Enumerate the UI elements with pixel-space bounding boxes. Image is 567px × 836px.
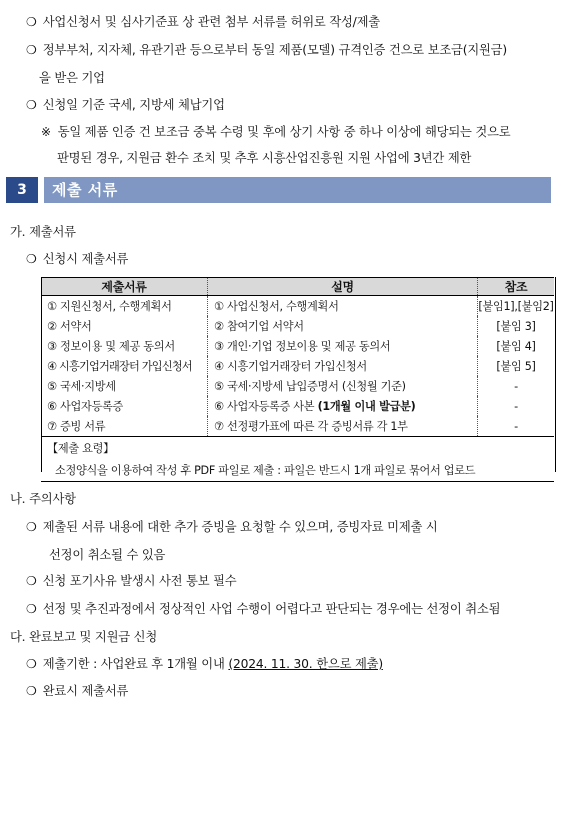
row-doc: ⑥ 사업자등록증 — [41, 396, 208, 416]
row-doc: ④ 시흥기업거래장터 가입신청서 — [41, 356, 208, 376]
row-doc: ⑤ 국세·지방세 — [41, 376, 208, 396]
table-row — [41, 296, 554, 317]
da-sub: ❍ 완료시 제출서류 — [26, 684, 129, 698]
intro-note: ※ 동일 제품 인증 건 보조금 중복 수령 및 후에 상기 사항 중 하나 이상에 해당되는 것으로 — [41, 125, 511, 139]
row-ref: [붙임 3] — [496, 320, 536, 333]
row-ref: [붙임 4] — [496, 340, 536, 353]
row-doc: ② 서약서 — [41, 316, 208, 336]
row-ref: - — [514, 399, 518, 413]
subsection-na-label: 나. 주의사항 — [10, 492, 76, 506]
row-doc: ⑦ 증빙 서류 — [41, 416, 208, 437]
circle-bullet-icon: ❍ — [26, 602, 37, 616]
table-header-row — [41, 278, 554, 296]
section-bar — [44, 177, 551, 203]
note-title-row — [41, 437, 554, 460]
row-doc: ① 지원신청서, 수행계획서 — [41, 296, 208, 317]
circle-bullet-icon: ❍ — [26, 252, 37, 266]
row-desc: ⑦ 선정평가표에 따른 각 증빙서류 각 1부 — [208, 416, 478, 437]
note-title: 【제출 요령】 — [47, 442, 115, 455]
section-header — [6, 177, 551, 203]
table-row — [41, 376, 554, 396]
reference-mark-icon: ※ — [41, 125, 51, 139]
section-number: 3 — [6, 177, 38, 203]
circle-bullet-icon: ❍ — [26, 43, 37, 57]
intro-note-cont: 판명된 경우, 지원금 환수 조치 및 추후 시흥산업진흥원 지원 사업에 3년간 제한 — [57, 151, 472, 165]
note-text: 소정양식을 이용하여 작성 후 PDF 파일로 제출 : 파일은 반드시 1개 파일로 묶어서 업로드 — [41, 459, 554, 482]
na-item-3: ❍ 선정 및 추진과정에서 정상적인 사업 수행이 어렵다고 판단되는 경우에는 선정이 취소됨 — [26, 602, 501, 616]
row-desc: ⑥ 사업자등록증 사본 (1개월 이내 발급분) — [208, 396, 478, 416]
header-reference: 참조 — [478, 278, 555, 296]
table-row — [41, 316, 554, 336]
circle-bullet-icon: ❍ — [26, 98, 37, 112]
circle-bullet-icon: ❍ — [26, 684, 37, 698]
note-text-row — [41, 459, 554, 482]
na-item-2: ❍ 신청 포기사유 발생시 사전 통보 필수 — [26, 574, 237, 588]
row-desc: ⑤ 국세·지방세 납입증명서 (신청월 기준) — [208, 376, 478, 396]
row-desc-bold: (1개월 이내 발급분) — [317, 400, 416, 413]
na-item-1: ❍ 제출된 서류 내용에 대한 추가 증빙을 요청할 수 있으며, 증빙자료 미제출 시 — [26, 520, 438, 534]
na-item-1-cont: 선정이 취소될 수 있음 — [49, 548, 166, 562]
header-description: 설명 — [208, 278, 478, 296]
circle-bullet-icon: ❍ — [26, 15, 37, 29]
deadline-date: (2024. 11. 30. 한으로 제출) — [228, 657, 383, 671]
row-ref: - — [478, 416, 555, 437]
circle-bullet-icon: ❍ — [26, 657, 37, 671]
subsection-ga-label: 가. 제출서류 — [10, 225, 76, 239]
row-desc: ③ 개인·기업 정보이용 및 제공 동의서 — [208, 336, 478, 356]
row-ref: [붙임 5] — [496, 360, 536, 373]
row-desc: ② 참여기업 서약서 — [208, 316, 478, 336]
row-doc: ③ 정보이용 및 제공 동의서 — [41, 336, 208, 356]
ga-sub: ❍ 신청시 제출서류 — [26, 252, 129, 266]
circle-bullet-icon: ❍ — [26, 520, 37, 534]
subsection-da-label: 다. 완료보고 및 지원금 신청 — [10, 630, 158, 644]
row-ref: - — [514, 379, 518, 393]
table-row — [41, 336, 554, 356]
table-row — [41, 356, 554, 376]
documents-table — [41, 277, 554, 482]
row-desc: ① 사업신청서, 수행계획서 — [208, 296, 478, 317]
row-desc: ④ 시흥기업거래장터 가입신청서 — [208, 356, 478, 376]
table-row — [41, 396, 554, 416]
intro-item-2: ❍ 정부부처, 지자체, 유관기관 등으로부터 동일 제품(모델) 규격인증 건으로 보조금(지원금) — [26, 43, 507, 57]
section-title: 제출 서류 — [52, 181, 118, 199]
header-documents: 제출서류 — [41, 278, 208, 296]
intro-item-2-cont: 을 받은 기업 — [39, 71, 105, 85]
circle-bullet-icon: ❍ — [26, 574, 37, 588]
row-ref: [붙임1],[붙임2] — [478, 300, 554, 313]
table-row — [41, 416, 554, 437]
intro-item-3: ❍ 신청일 기준 국세, 지방세 체납기업 — [26, 98, 225, 112]
intro-item-1: ❍ 사업신청서 및 심사기준표 상 관련 첨부 서류를 허위로 작성/제출 — [26, 15, 380, 29]
da-deadline: ❍ 제출기한 : 사업완료 후 1개월 이내 (2024. 11. 30. 한으로 제출) — [26, 657, 383, 671]
